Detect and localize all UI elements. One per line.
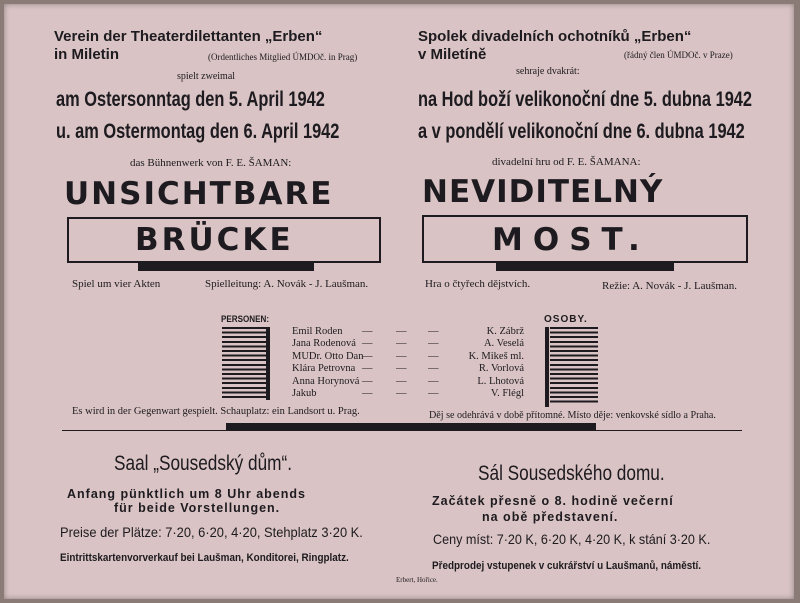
dash: — (428, 388, 439, 400)
dash: — (362, 326, 373, 337)
right-direction: Režie: A. Novák - J. Laušman. (602, 280, 738, 292)
poster-sheet (4, 4, 794, 599)
dash: — (396, 388, 407, 400)
left-title1: UNSICHTBARE (64, 176, 334, 212)
cast-actor: K. Zábrž (486, 326, 524, 337)
cast-role: Jana Rodenová (292, 338, 356, 350)
right-stripe-block (550, 327, 598, 405)
dash: — (396, 375, 407, 387)
dash: — (362, 350, 373, 362)
right-date1: na Hod boží velikonoční dne 5. dubna 1942 (418, 88, 753, 111)
right-work-by: divadelní hru od F. E. ŠAMANA: (492, 156, 641, 168)
left-work-by: das Bühnenwerk von F. E. ŠAMAN: (130, 157, 292, 169)
persons-label-left: PERSONEN: (221, 314, 270, 325)
right-setting: Děj se odehrává v době přítomné. Místo děje: venkovské sídlo a Praha. (429, 410, 716, 421)
left-org-line2: in Miletin (54, 46, 119, 63)
right-date2: a v pondělí velikonoční dne 6. dubna 1942 (418, 120, 745, 143)
cast-actors (459, 326, 524, 400)
right-title2: MOST. (492, 222, 650, 258)
right-title-bar (496, 261, 674, 271)
cast-roles (292, 326, 363, 400)
left-org-line1: Verein der Theaterdilettanten „Erben“ (54, 28, 323, 45)
dash: — (428, 338, 439, 350)
right-org-line2: v Miletíně (418, 46, 487, 63)
cast-role: Anna Horynová (292, 375, 360, 387)
cast-dashes-2 (396, 326, 407, 400)
right-prices: Ceny míst: 7·20 K, 6·20 K, 4·20 K, k stání 3·20 K. (433, 531, 711, 547)
right-org-line1: Spolek divadelních ochotníků „Erben“ (418, 28, 692, 45)
left-prices: Preise der Plätze: 7·20, 6·20, 4·20, Stehplatz 3·20 K. (60, 524, 363, 540)
left-title-bar (138, 261, 314, 271)
dash: — (362, 338, 373, 350)
left-date1: am Ostersonntag den 5. April 1942 (56, 88, 325, 111)
persons-label-right: OSOBY. (544, 314, 588, 325)
right-plays-twice: sehraje dvakrát: (516, 66, 580, 77)
dash: — (362, 375, 373, 387)
cast-dashes-3 (428, 326, 439, 400)
left-start-line2: für beide Vorstellungen. (114, 501, 281, 515)
right-stripe-edge (545, 327, 549, 407)
dash: — (396, 350, 407, 362)
cast-role: MUDr. Otto Dan (292, 350, 364, 362)
cast-actor: V. Flégl (490, 388, 524, 400)
left-member-note: (Ordentliches Mitglied ÚMDOč. in Prag) (208, 52, 358, 62)
cast-actor: A. Veselá (483, 338, 524, 350)
dash: — (428, 363, 439, 375)
left-plays-twice: spielt zweimal (177, 71, 236, 82)
dash: — (396, 338, 407, 350)
right-hall: Sál Sousedského domu. (478, 462, 665, 485)
left-acts: Spiel um vier Akten (72, 278, 161, 290)
right-member-note: (řádný člen ÚMDOč. v Praze) (624, 50, 733, 60)
right-start-line2: na obě představení. (482, 510, 619, 524)
cast-role: Emil Roden (292, 326, 343, 337)
dash: — (428, 375, 439, 387)
right-acts: Hra o čtyřech dějstvích. (425, 278, 531, 290)
left-direction: Spielleitung: A. Novák - J. Laušman. (205, 278, 369, 290)
left-presale: Eintrittskartenvorverkauf bei Laušman, Konditorei, Ringplatz. (60, 552, 349, 564)
right-title1: NEVIDITELNÝ (422, 174, 664, 210)
left-title2: BRÜCKE (135, 222, 294, 258)
dash: — (428, 350, 439, 362)
right-start-line1: Začátek přesně o 8. hodině večerní (432, 494, 674, 508)
dash: — (396, 326, 407, 337)
cast-role: Klára Petrovna (292, 363, 356, 375)
left-stripe-edge (266, 327, 270, 400)
right-presale: Předprodej vstupenek v cukrářství u Laušmanů, náměstí. (432, 560, 702, 572)
left-setting: Es wird in der Gegenwart gespielt. Schauplatz: ein Landsort u. Prag. (72, 406, 360, 417)
left-date2: u. am Ostermontag den 6. April 1942 (56, 120, 340, 143)
left-stripe-block (222, 327, 266, 399)
dash: — (362, 363, 373, 375)
cast-actor: R. Vorlová (478, 363, 524, 375)
divider-bar (226, 423, 596, 431)
cast-actor: L. Lhotová (477, 375, 524, 387)
left-hall: Saal „Sousedský dům“. (114, 452, 293, 475)
left-start-line1: Anfang pünktlich um 8 Uhr abends (67, 487, 306, 501)
dash: — (362, 388, 373, 400)
dash: — (396, 363, 407, 375)
printer-credit: Erbert, Hořice. (396, 576, 438, 584)
dash: — (428, 326, 439, 337)
cast-role: Jakub (292, 388, 317, 400)
cast-dashes-1 (362, 326, 373, 400)
cast-actor: K. Mikeš ml. (468, 350, 524, 362)
